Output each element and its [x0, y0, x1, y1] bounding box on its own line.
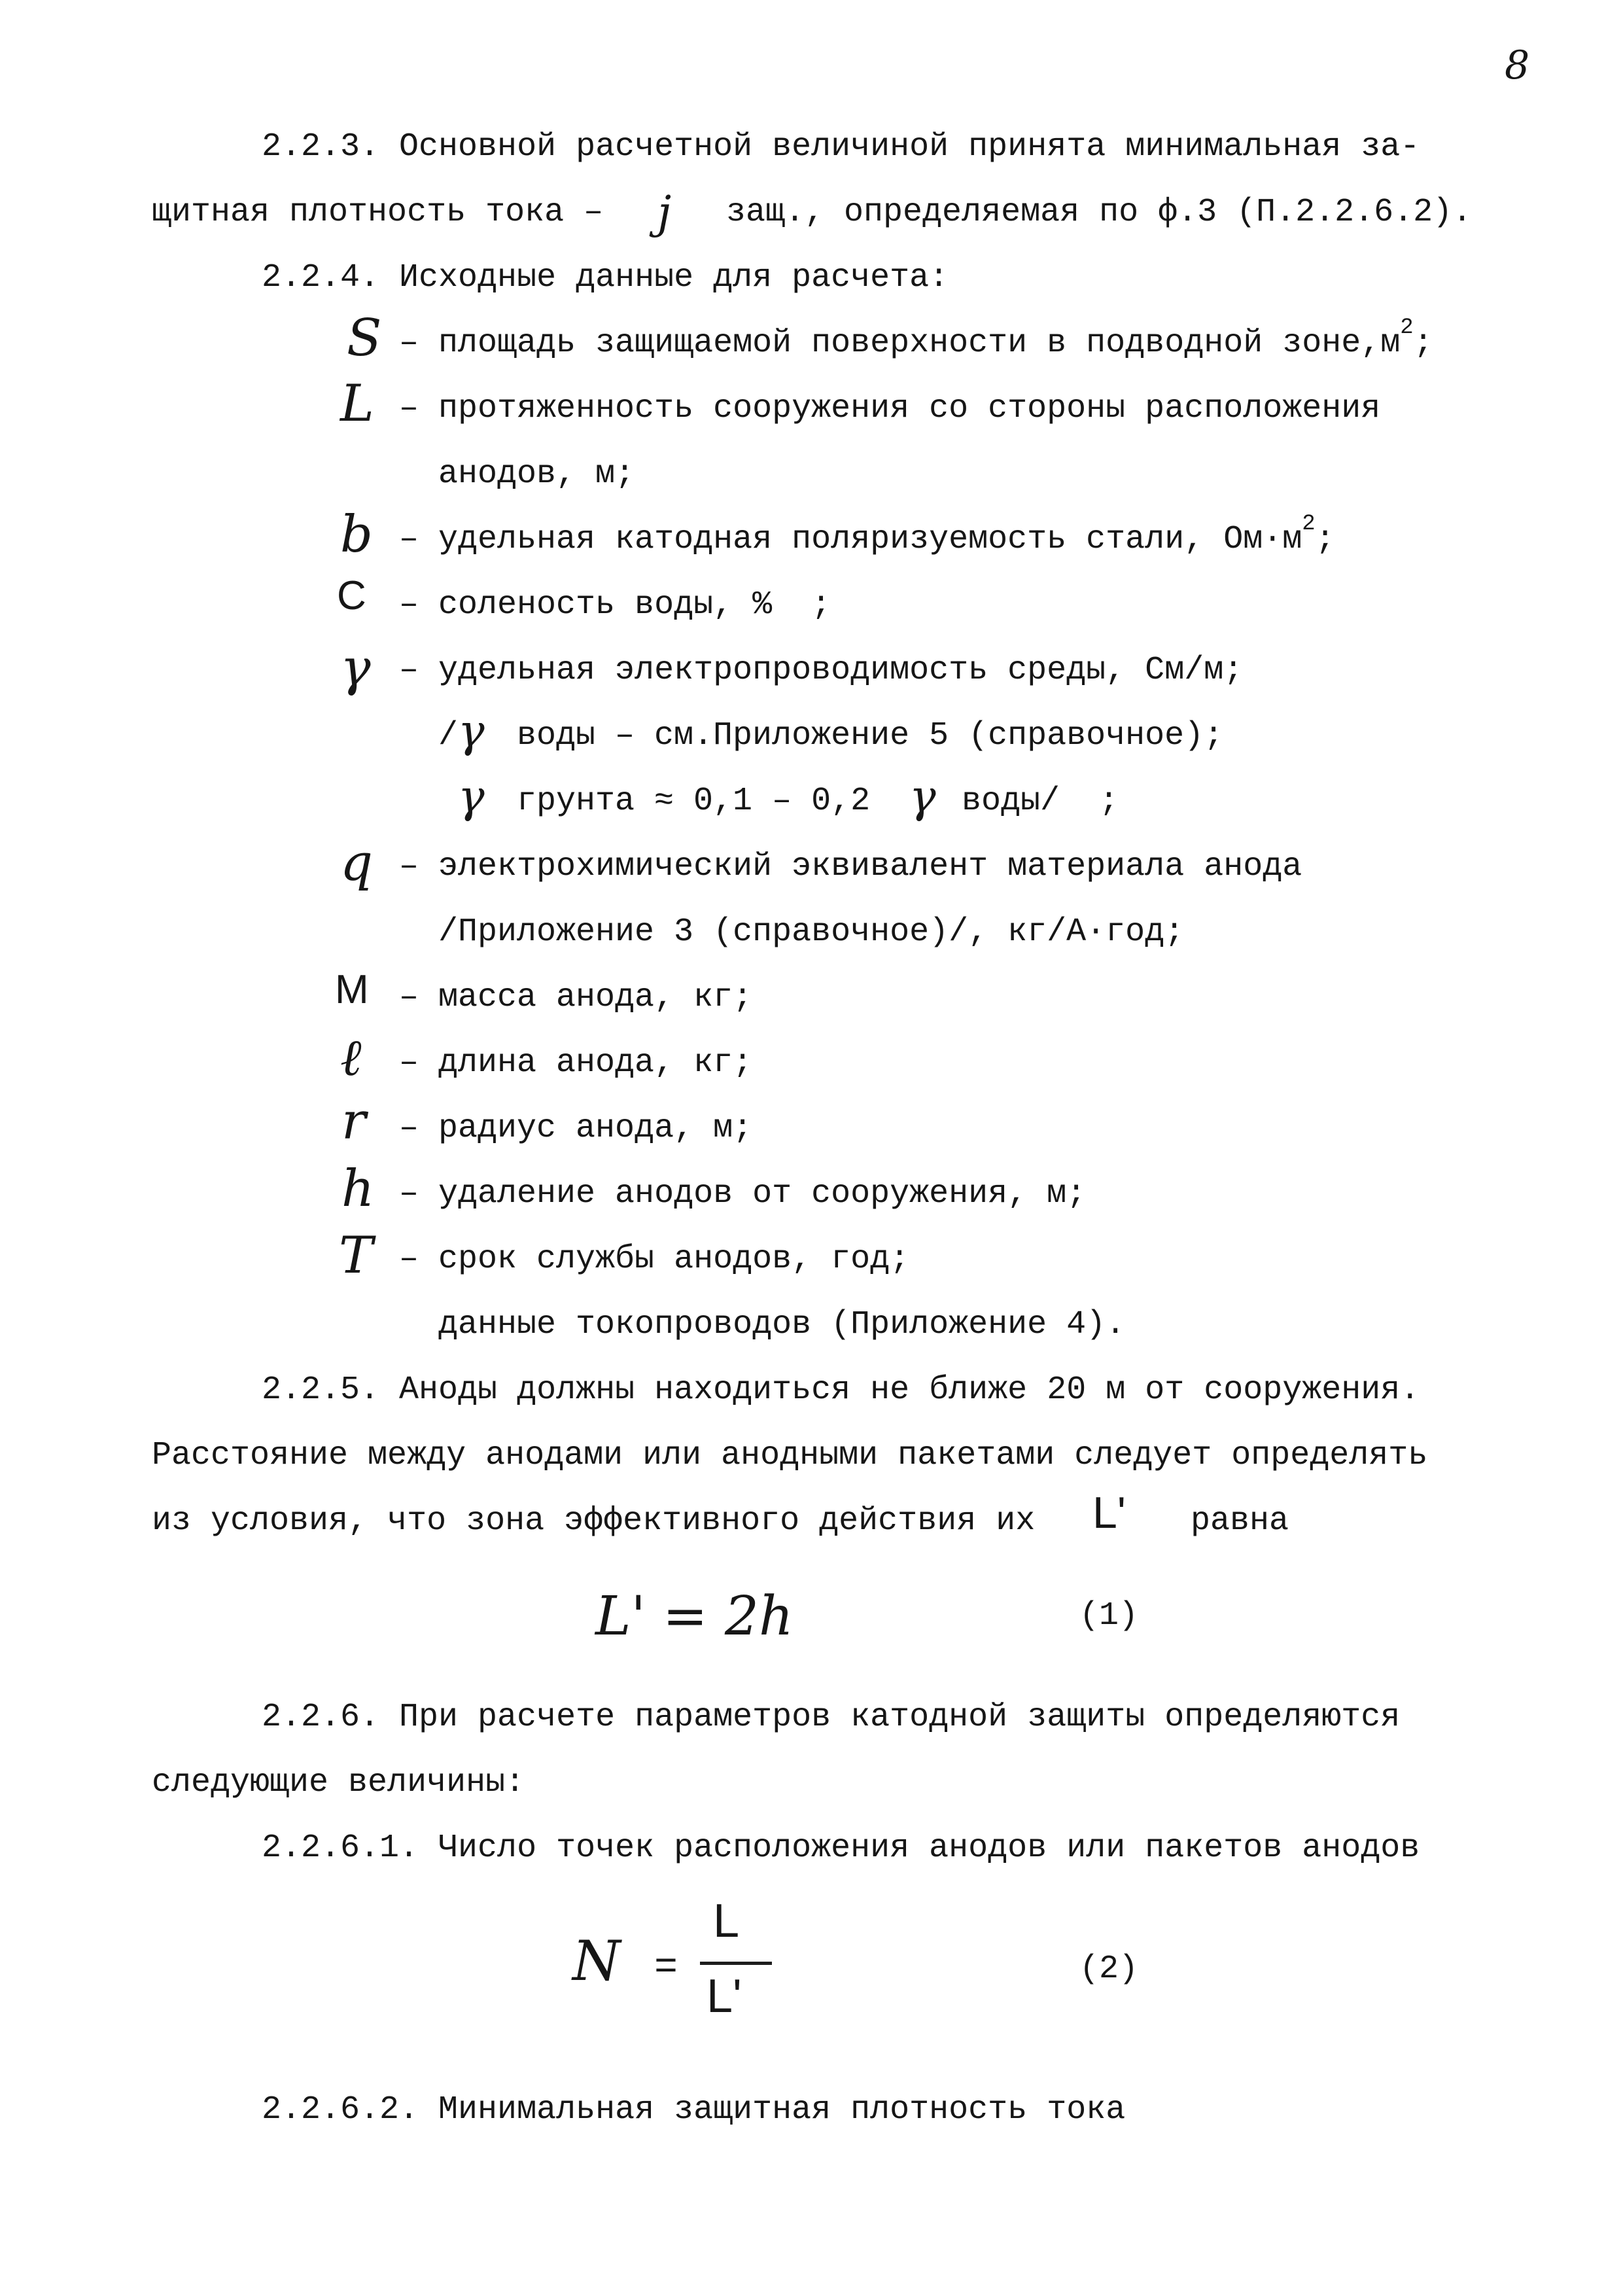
p226-line2: следующие величины: [152, 1764, 525, 1801]
p223-line2b: защ., определяемая по ф.3 (П.2.2.6.2). [726, 194, 1473, 231]
page-number: 8 [1505, 43, 1530, 88]
item-c-text: – соленость воды, % ; [399, 586, 831, 624]
item-r-text: – радиус анода, м; [399, 1110, 753, 1147]
symbol-s: S [347, 309, 382, 368]
symbol-h: h [341, 1159, 375, 1218]
fraction-bar [700, 1962, 772, 1965]
conductors-data: данные токопроводов (Приложение 4). [438, 1306, 1126, 1343]
item-q-text2: /Приложение 3 (справочное)/, кг/А·год; [438, 913, 1185, 951]
gamma-water-slash: / [438, 717, 459, 754]
item-l-text1: – протяженность сооружения со стороны расположения [399, 390, 1381, 427]
p225-line3b: равна [1191, 1502, 1289, 1540]
symbol-m: M [335, 967, 369, 1012]
symbol-q: q [340, 834, 373, 892]
p223-line1: 2.2.3. Основной расчетной величиной принята минимальная за- [262, 128, 1420, 166]
p226-line1: 2.2.6. При расчете параметров катодной защиты определяются [262, 1699, 1401, 1736]
p226-sub2: 2.2.6.2. Минимальная защитная плотность тока [262, 2091, 1126, 2128]
formula-2-numerator: L [713, 1895, 740, 1947]
item-h-text: – удаление анодов от сооружения, м; [399, 1175, 1087, 1212]
formula-2-denominator: L' [707, 1970, 742, 2022]
gamma-soil-text2: воды/ ; [962, 783, 1119, 820]
item-m-text: – масса анода, кг; [399, 979, 753, 1016]
symbol-l: L [340, 374, 374, 433]
gamma-soil-text1: грунта ≈ 0,1 – 0,2 [517, 783, 871, 820]
item-q-text1: – электрохимический эквивалент материала анода [399, 848, 1302, 885]
item-s-text: – площадь защищаемой поверхности в подводной $зоне,м^2$; [399, 315, 1433, 362]
symbol-b: b [340, 505, 373, 564]
p223-line2a: щитная плотность тока – [152, 194, 604, 231]
symbol-gamma: γ [340, 639, 371, 698]
symbol-ell: ℓ [340, 1029, 362, 1087]
item-l-text2: анодов, м; [438, 455, 635, 493]
formula-2-lhs: N [572, 1929, 621, 1993]
gamma-soil-symbol2: γ [909, 771, 936, 823]
p224-heading: 2.2.4. Исходные данные для расчета: [262, 259, 949, 296]
item-b-text: – удельная катодная поляризуемость стали, $Ом\cdot м^2$; [399, 512, 1335, 558]
symbol-t: T [339, 1226, 374, 1285]
p225-line1: 2.2.5. Аноды должны находиться не ближе 20 м от сооружения. [262, 1371, 1420, 1409]
p226-sub1: 2.2.6.1. Число точек расположения анодов или пакетов анодов [262, 1829, 1420, 1867]
gamma-soil-symbol: γ [458, 771, 485, 823]
symbol-r: r [341, 1092, 366, 1151]
item-t-text: – срок службы анодов, год; [399, 1241, 910, 1278]
formula-2-equals: = [654, 1946, 678, 1990]
item-gamma-text: – удельная электропроводимость среды, См/м; [399, 652, 1244, 689]
gamma-water-text: воды – см.Приложение 5 (справочное); [517, 717, 1224, 754]
item-ell-text: – длина анода, кг; [399, 1044, 753, 1082]
j-symbol: j [657, 187, 672, 239]
formula-1-number: (1) [1079, 1597, 1139, 1634]
symbol-c: C [337, 573, 366, 618]
formula-2-number: (2) [1079, 1951, 1139, 1988]
l-prime-symbol: L' [1092, 1488, 1126, 1538]
p225-line2: Расстояние между анодами или анодными пакетами следует определять [152, 1437, 1428, 1474]
gamma-water-symbol: γ [458, 706, 485, 758]
p225-line3a: из условия, что зона эффективного действия их [152, 1502, 1036, 1540]
formula-1: L' = 2h [595, 1585, 794, 1648]
